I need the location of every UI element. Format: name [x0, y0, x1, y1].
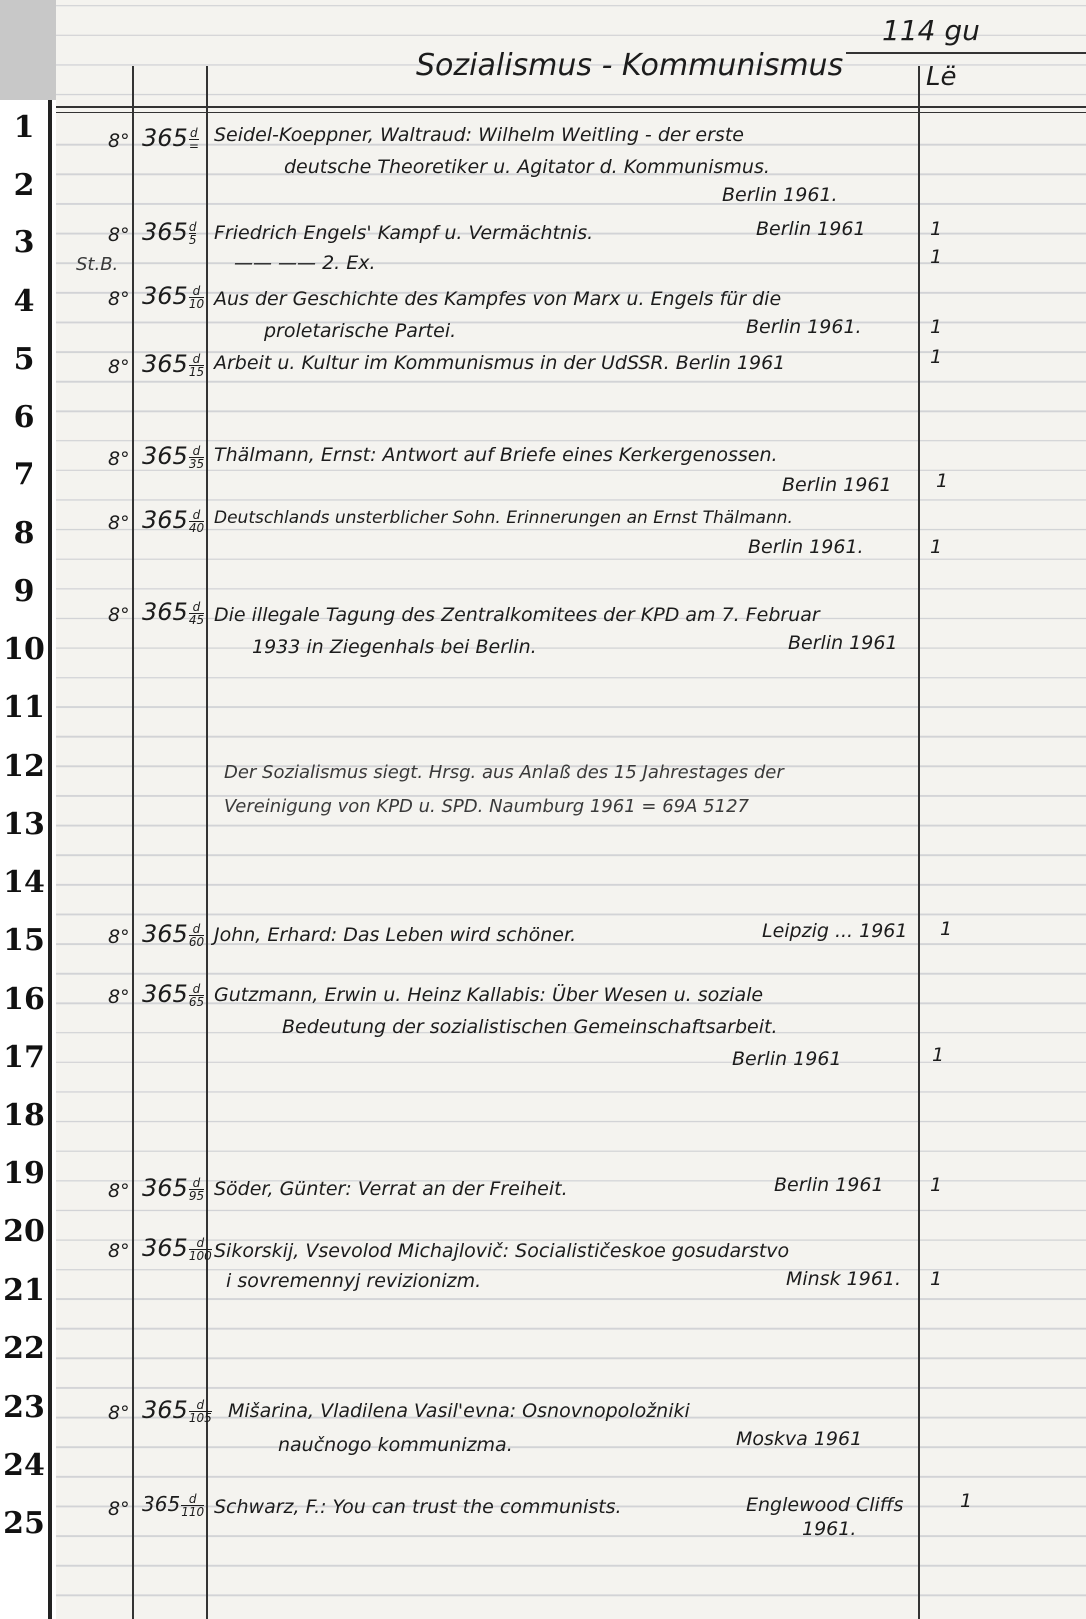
signature	[142, 980, 204, 1008]
entry-count: 1	[930, 246, 943, 268]
entry-place: Berlin 1961	[788, 632, 898, 654]
entry-text-line2: deutsche Theoretiker u. Agitator d. Kommunismus.	[284, 156, 770, 178]
entry-place: Berlin 1961	[774, 1174, 884, 1196]
signature-top: d	[192, 283, 201, 298]
entry-place: Berlin 1961	[782, 474, 892, 496]
format: 8°	[108, 512, 130, 534]
line-number: 20	[3, 1214, 45, 1249]
signature-top: d	[192, 443, 201, 458]
line-number: 9	[13, 574, 35, 609]
entry-place: Berlin 1961	[732, 1048, 842, 1070]
signature	[142, 1492, 204, 1518]
line-number: 21	[3, 1273, 45, 1308]
format: 8°	[108, 288, 130, 310]
line-number: 3	[13, 225, 35, 260]
scan-corner	[0, 0, 56, 100]
line-number: 4	[13, 284, 35, 319]
signature-top: d	[188, 1492, 197, 1506]
entry-count: 1	[930, 536, 943, 558]
page-title: Sozialismus - Kommunismus	[416, 48, 844, 83]
line-number: 15	[3, 923, 45, 958]
signature-number: 365	[142, 442, 188, 470]
signature-bottom: 40	[188, 520, 205, 535]
signature-bottom: 105	[188, 1410, 212, 1425]
signature	[142, 350, 204, 378]
header-rule-double	[56, 112, 1086, 113]
entry-place: Minsk 1961.	[786, 1268, 902, 1290]
entry-place: Berlin 1961.	[748, 536, 864, 558]
shelf-mark-sub: Lë	[926, 62, 957, 92]
line-number: 6	[13, 400, 35, 435]
margin-note: St.B.	[76, 254, 119, 275]
entry-text-line1: Deutschlands unsterblicher Sohn. Erinnerungen an Ernst Thälmann.	[214, 508, 793, 528]
signature-top: d	[192, 351, 201, 366]
signature-bottom: 35	[188, 456, 205, 471]
signature-bottom: =	[188, 138, 199, 153]
line-number: 8	[13, 516, 35, 551]
entry-count: 1	[930, 1268, 943, 1290]
entry-text-line2: Bedeutung der sozialistischen Gemeinschaftsarbeit.	[282, 1016, 778, 1038]
entry-text-line1: Aus der Geschichte des Kampfes von Marx u. Engels für die	[214, 288, 782, 310]
signature	[142, 1234, 212, 1262]
entry-place: Moskva 1961	[736, 1428, 863, 1450]
entry-text-line2: i sovremennyj revizionizm.	[226, 1270, 482, 1292]
entry-count: 1	[930, 316, 943, 338]
signature-top: d	[188, 219, 197, 234]
entry-place: Berlin 1961.	[722, 184, 838, 206]
format: 8°	[108, 604, 130, 626]
signature-number: 365	[142, 1174, 188, 1202]
entry-count: 1	[932, 1044, 945, 1066]
entry-place: Leipzig ... 1961	[762, 920, 908, 942]
line-number: 1	[13, 110, 35, 145]
entry-count: 1	[930, 218, 943, 240]
line-number: 23	[3, 1390, 45, 1425]
line-number: 18	[3, 1098, 45, 1133]
entry-count: 1	[940, 918, 953, 940]
signature	[142, 506, 204, 534]
entry-text-line1: Die illegale Tagung des Zentralkomitees der KPD am 7. Februar	[214, 604, 820, 626]
signature-bottom: 60	[188, 934, 205, 949]
signature-number: 365	[142, 598, 188, 626]
shelf-mark: 114 gu	[882, 14, 980, 47]
signature-top: d	[190, 125, 198, 140]
signature-number: 365	[142, 350, 188, 378]
signature-bottom: 65	[188, 994, 205, 1009]
entry-count: 1	[960, 1490, 973, 1512]
signature-number: 365	[142, 1234, 188, 1262]
line-number: 16	[3, 982, 45, 1017]
entry-text-line1: Gutzmann, Erwin u. Heinz Kallabis: Über Wesen u. soziale	[214, 984, 764, 1006]
signature	[142, 282, 204, 310]
entry-text-line2: 1961.	[802, 1518, 857, 1540]
ruling-signature-column	[206, 66, 208, 1619]
format: 8°	[108, 986, 130, 1008]
entry-place: Berlin 1961.	[746, 316, 862, 338]
format: 8°	[108, 224, 130, 246]
line-number: 24	[3, 1448, 45, 1483]
format: 8°	[108, 1402, 130, 1424]
signature-top: d	[192, 507, 201, 522]
line-number: 14	[3, 865, 45, 900]
signature-number: 365	[142, 1396, 188, 1424]
entry-text-line1: Söder, Günter: Verrat an der Freiheit.	[214, 1178, 568, 1200]
entry-text-line2: proletarische Partei.	[264, 320, 457, 342]
entry-text-line2: 1933 in Ziegenhals bei Berlin.	[252, 636, 537, 658]
line-number: 2	[13, 168, 35, 203]
format: 8°	[108, 1180, 130, 1202]
signature-bottom: 95	[188, 1188, 205, 1203]
line-number: 10	[3, 632, 45, 667]
signature	[142, 1396, 212, 1424]
signature-top: d	[192, 981, 201, 996]
signature-bottom: 10	[188, 296, 205, 311]
signature-bottom: 15	[188, 364, 205, 379]
line-number: 7	[13, 457, 35, 492]
entry-count: 1	[930, 346, 943, 368]
signature-bottom: 45	[188, 612, 205, 627]
signature-bottom: 100	[188, 1248, 212, 1263]
entry-place: Englewood Cliffs	[746, 1494, 904, 1516]
entry-text-line1: Seidel-Koeppner, Waltraud: Wilhelm Weitling - der erste	[214, 124, 744, 146]
ruling-format-column	[132, 66, 134, 1619]
entry-text-line1: Friedrich Engels' Kampf u. Vermächtnis.	[214, 222, 594, 244]
signature-number: 365	[142, 506, 188, 534]
signature-number: 365	[142, 282, 188, 310]
line-number: 25	[3, 1506, 45, 1541]
format: 8°	[108, 1240, 130, 1262]
signature	[142, 124, 199, 152]
signature-top: d	[196, 1235, 205, 1250]
line-number: 17	[3, 1040, 45, 1075]
signature-number: 365	[142, 920, 188, 948]
signature-top: d	[192, 599, 201, 614]
entry-text-line1: John, Erhard: Das Leben wird schöner.	[214, 924, 577, 946]
entry-text-line1: Thälmann, Ernst: Antwort auf Briefe eines Kerkergenossen.	[214, 444, 778, 466]
signature-number: 365	[142, 1492, 181, 1516]
line-number: 11	[3, 690, 45, 725]
entry-text-line1: Schwarz, F.: You can trust the communists.	[214, 1496, 622, 1518]
signature-number: 365	[142, 218, 188, 246]
entry-text-line1: Arbeit u. Kultur im Kommunismus in der UdSSR. Berlin 1961	[214, 352, 786, 374]
signature-bottom: 5	[188, 232, 197, 247]
format: 8°	[108, 926, 130, 948]
signature-top: d	[192, 921, 201, 936]
signature-top: d	[192, 1175, 201, 1190]
signature	[142, 920, 204, 948]
entry-text-line1: Der Sozialismus siegt. Hrsg. aus Anlaß des 15 Jahrestages der	[224, 762, 784, 783]
entry-text-line1: Sikorskij, Vsevolod Michajlovič: Socialističeskoe gosudarstvo	[214, 1240, 790, 1262]
format: 8°	[108, 448, 130, 470]
entry-text-line2: naučnogo kommunizma.	[278, 1434, 513, 1456]
signature	[142, 1174, 204, 1202]
line-number: 22	[3, 1331, 45, 1366]
signature-number: 365	[142, 980, 188, 1008]
line-number: 19	[3, 1156, 45, 1191]
entry-count: 1	[930, 1174, 943, 1196]
format: 8°	[108, 356, 130, 378]
entry-place: Berlin 1961	[756, 218, 866, 240]
line-number: 12	[3, 749, 45, 784]
entry-count: 1	[936, 470, 949, 492]
signature	[142, 598, 204, 626]
signature-number: 365	[142, 124, 188, 152]
signature-bottom: 110	[181, 1505, 205, 1519]
ledger-page	[56, 0, 1086, 1619]
header-rule	[56, 106, 1086, 108]
shelf-mark-rule	[846, 52, 1086, 54]
entry-text-line2: —— —— 2. Ex.	[234, 252, 376, 274]
line-number: 5	[13, 342, 35, 377]
ruling-count-column	[918, 66, 920, 1619]
line-number-column	[0, 100, 52, 1619]
line-number: 13	[3, 807, 45, 842]
signature-top: d	[196, 1397, 205, 1412]
format: 8°	[108, 130, 130, 152]
format: 8°	[108, 1498, 130, 1520]
entry-text-line1: Mišarina, Vladilena Vasil'evna: Osnovnopoložniki	[228, 1400, 690, 1422]
signature	[142, 218, 196, 246]
signature	[142, 442, 204, 470]
entry-text-line2: Vereinigung von KPD u. SPD. Naumburg 1961 = 69A 5127	[224, 796, 749, 817]
